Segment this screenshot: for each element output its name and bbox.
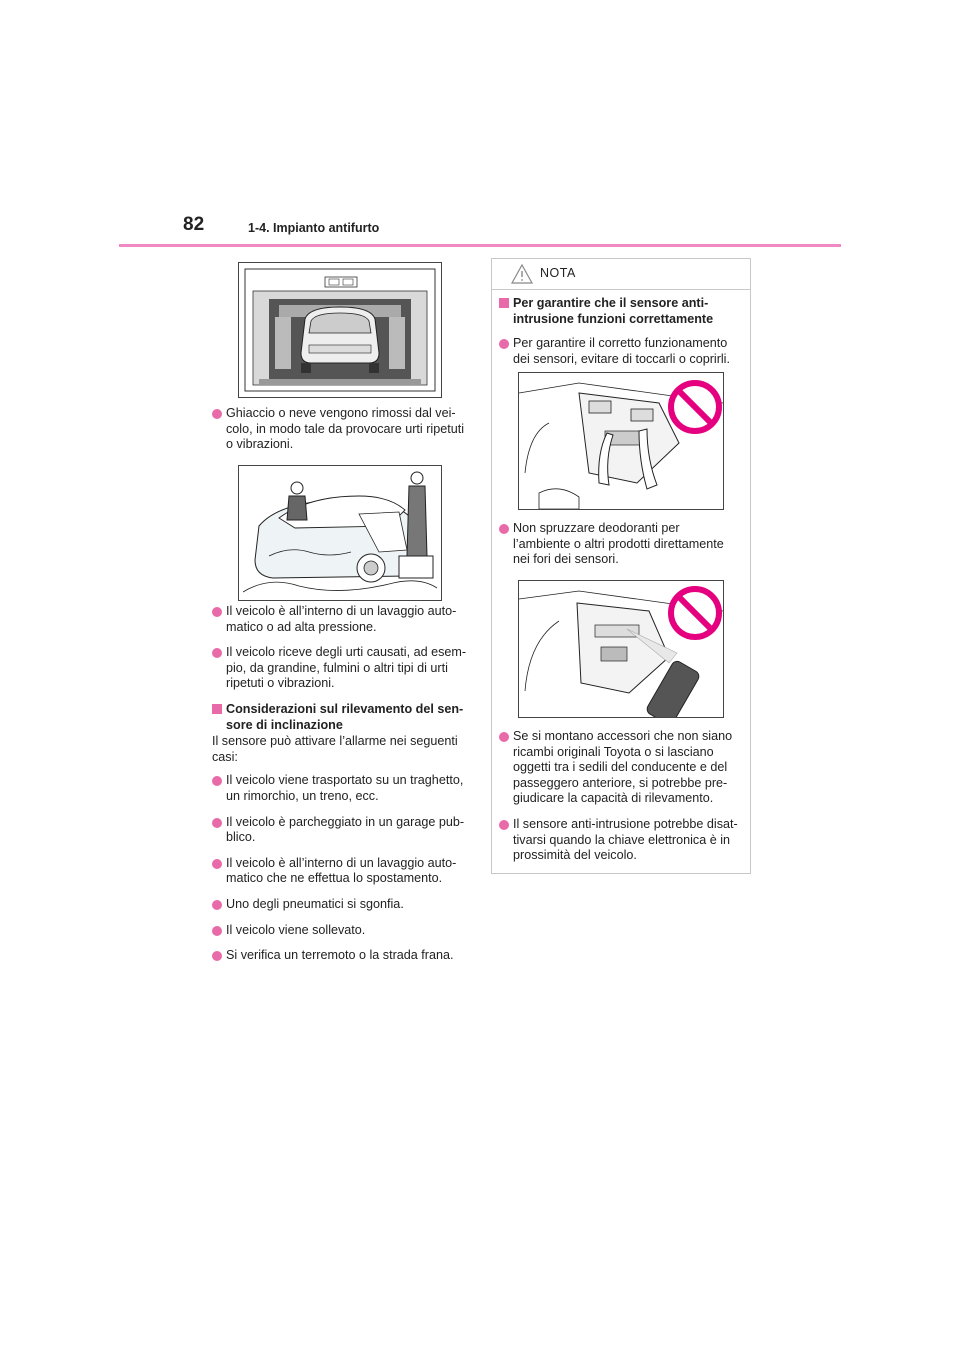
left-column [212, 406, 474, 453]
list-item: Uno degli pneumatici si sgonfia. [212, 897, 474, 913]
list-item: Per garantire il corretto funzionamento dei sensori, evitare di toccarli o coprirli. [499, 336, 745, 367]
list-item: Il veicolo è all’interno di un lavaggio auto- matico che ne effettua lo spostamento. [212, 856, 474, 887]
intro-text: Il sensore può attivare l’allarme nei seguenti casi: [212, 734, 458, 764]
list-item: Il veicolo viene sollevato. [212, 923, 474, 939]
header-rule [119, 244, 841, 247]
list-item: Ghiaccio o neve vengono rimossi dal vei- colo, in modo tale da provocare urti ripetuti o vibrazioni. [212, 406, 474, 453]
note-title: NOTA [540, 266, 576, 280]
spray-sensor-drawing [519, 581, 723, 717]
note-content-top [499, 296, 745, 367]
list-item: Il veicolo riceve degli urti causati, ad esem- pio, da grandine, fulmini o altri tipi di urti ripetuti o vibrazioni. [212, 645, 474, 692]
left-column-lower [212, 604, 474, 964]
car-wash-drawing [239, 263, 441, 397]
spray-sensor-illustration [518, 580, 724, 718]
list-item: Il sensore anti-intrusione potrebbe disat- tivarsi quando la chiave elettronica è in prossimità del veicolo. [499, 817, 745, 864]
page-number: 82 [183, 214, 205, 235]
snow-removal-drawing [239, 466, 441, 600]
note-box [491, 258, 751, 874]
section-title: 1-4. Impianto antifurto [248, 221, 380, 235]
car-wash-illustration [238, 262, 442, 398]
touch-sensor-drawing [519, 373, 723, 509]
list-item: Se si montano accessori che non siano ricambi originali Toyota o si lasciano oggetti tra i sedili del conducente e del passeggero anteriore, si potrebbe pre- giudicare la capacità di rilevamento. [499, 729, 745, 807]
list-item: Si verifica un terremoto o la strada frana. [212, 948, 474, 964]
list-item: Il veicolo viene trasportato su un traghetto, un rimorchio, un treno, ecc. [212, 773, 474, 804]
snow-removal-illustration [238, 465, 442, 601]
subheading-tilt-sensor: Considerazioni sul rilevamento del sen- sore di inclinazione [212, 702, 474, 733]
note-header [492, 259, 750, 290]
note-content-middle [499, 521, 745, 568]
warning-icon [511, 264, 533, 284]
touch-sensor-illustration [518, 372, 724, 510]
note-subheading: Per garantire che il sensore anti- intrusione funzioni correttamente [499, 296, 745, 327]
note-content-bottom [499, 729, 745, 864]
list-item: Il veicolo è parcheggiato in un garage pub- blico. [212, 815, 474, 846]
list-item: Non spruzzare deodoranti per l’ambiente o altri prodotti direttamente nei fori dei sensori. [499, 521, 745, 568]
list-item: Il veicolo è all’interno di un lavaggio auto- matico o ad alta pressione. [212, 604, 474, 635]
